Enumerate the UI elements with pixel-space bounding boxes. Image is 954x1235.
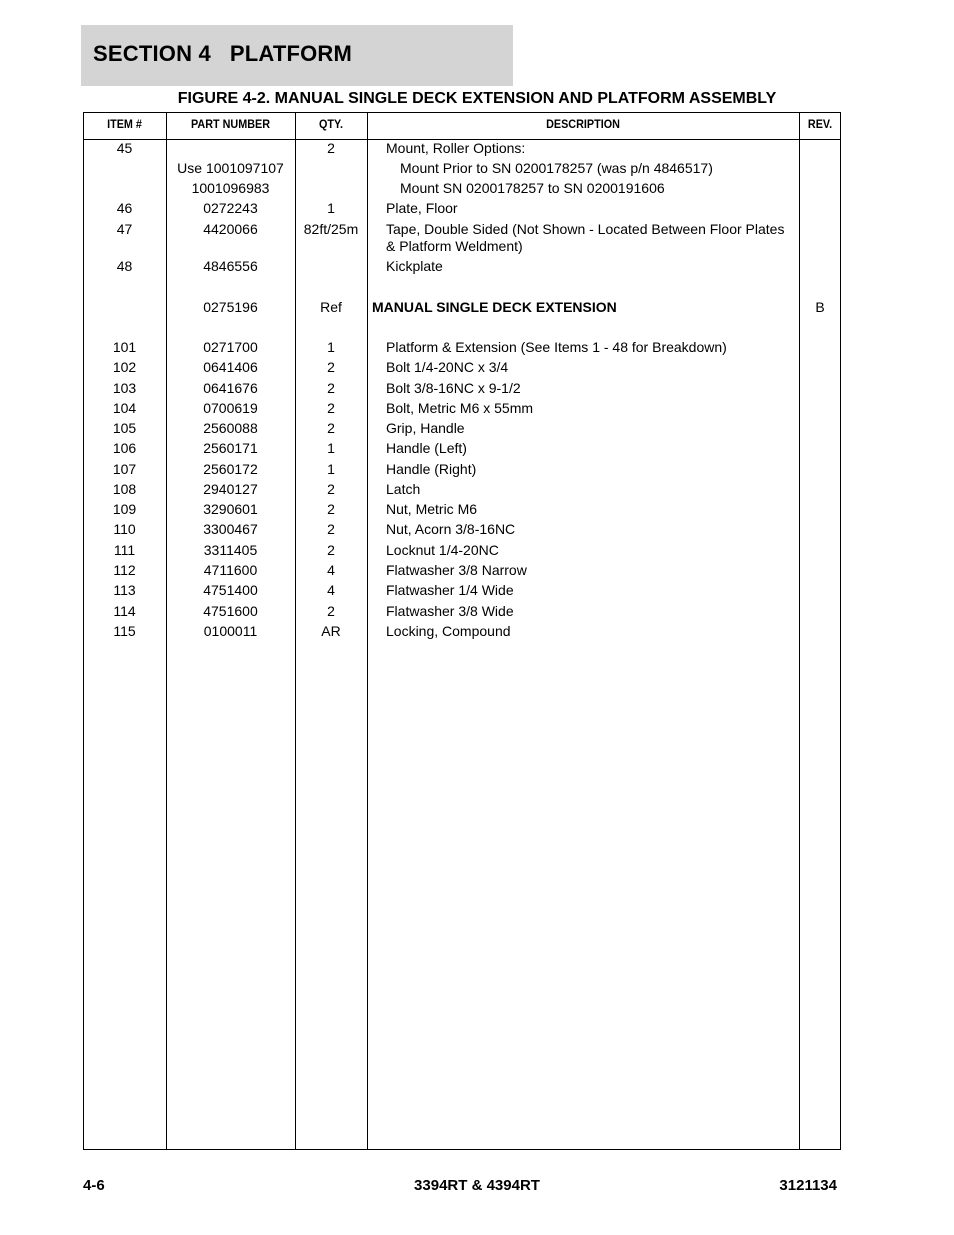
row-item-number: 111 [113,542,136,558]
row-part-number: 0700619 [203,400,258,416]
row-description: Kickplate [386,258,443,274]
row-quantity: 2 [327,359,335,375]
row-quantity: AR [321,623,341,639]
header-description: DESCRIPTION [546,117,620,131]
row-part-number: 2940127 [203,481,258,497]
column-divider [367,112,368,1150]
row-description: MANUAL SINGLE DECK EXTENSION [372,299,617,315]
row-item-number: 104 [112,400,137,416]
row-description: Plate, Floor [386,200,458,216]
section-title: SECTION 4 PLATFORM [93,41,353,66]
row-description: Handle (Left) [386,440,467,456]
row-quantity: 1 [327,339,335,355]
row-part-number: 0100011 [203,623,258,639]
header-part-number: PART NUMBER [190,117,271,131]
row-item-number: 110 [113,521,136,537]
document-number: 3121134 [779,1177,837,1194]
row-quantity: 2 [327,420,335,436]
row-quantity: 2 [327,140,335,156]
header-qty: QTY. [318,117,343,131]
row-part-number: 3300467 [203,521,258,537]
column-divider [799,112,800,1150]
row-quantity: 1 [327,461,335,477]
row-quantity: 2 [327,380,335,396]
row-item-number: 109 [112,501,137,517]
row-quantity: 82ft/25m [303,221,359,237]
row-description: Bolt, Metric M6 x 55mm [386,400,534,416]
row-quantity: 2 [327,481,335,497]
row-quantity: 4 [327,562,335,578]
row-description: Grip, Handle [386,420,465,436]
row-part-number: 2560088 [203,420,258,436]
row-quantity: 2 [327,542,335,558]
row-description: Mount SN 0200178257 to SN 0200191606 [400,180,665,196]
row-item-number: 114 [113,603,136,619]
section-banner [81,25,513,86]
row-item-number: 103 [112,380,137,396]
row-description: Mount, Roller Options: [386,140,526,156]
row-item-number: 105 [112,420,137,436]
row-quantity: 1 [327,200,335,216]
row-description: Bolt 1/4-20NC x 3/4 [386,359,509,375]
row-part-number: 0275196 [203,299,258,315]
row-description: Tape, Double Sided (Not Shown - Located Between Floor Plates & Platform Weldment) [386,221,785,254]
row-revision: B [815,299,825,315]
row-quantity: 2 [327,521,335,537]
row-item-number: 47 [116,221,133,237]
row-description: Flatwasher 3/8 Narrow [386,562,527,578]
row-description: Bolt 3/8-16NC x 9-1/2 [386,380,521,396]
row-quantity: Ref [320,299,342,315]
row-part-number: 4420066 [203,221,258,237]
row-item-number: 113 [113,582,136,598]
row-quantity: 2 [327,501,335,517]
row-quantity: 4 [327,582,335,598]
page-number: 4-6 [83,1177,105,1194]
row-part-number: 2560172 [203,461,258,477]
row-item-number: 107 [112,461,137,477]
row-part-number: 4711600 [203,562,258,578]
row-description: Platform & Extension (See Items 1 - 48 for Breakdown) [386,339,727,355]
row-description: Flatwasher 3/8 Wide [386,603,514,619]
row-item-number: 115 [113,623,136,639]
row-part-number: 3311405 [203,542,258,558]
row-part-number: 2560171 [203,440,258,456]
row-part-number: 0272243 [203,200,258,216]
row-part-number: 4751400 [203,582,258,598]
row-item-number: 102 [112,359,137,375]
row-description: Nut, Metric M6 [386,501,478,517]
row-quantity: 1 [327,440,335,456]
row-description: Nut, Acorn 3/8-16NC [386,521,516,537]
row-part-number: 4846556 [203,258,258,274]
row-part-number: 4751600 [203,603,258,619]
row-description: Latch [386,481,421,497]
row-description: Flatwasher 1/4 Wide [386,582,514,598]
row-part-number: 0641406 [203,359,258,375]
row-item-number: 112 [113,562,136,578]
row-item-number: 48 [116,258,133,274]
row-description: Locknut 1/4-20NC [386,542,499,558]
row-quantity: 2 [327,400,335,416]
row-part-number: 0641676 [203,380,258,396]
row-quantity: 2 [327,603,335,619]
header-rev: REV. [807,117,833,131]
row-item-number: 106 [112,440,137,456]
row-item-number: 46 [116,200,133,216]
header-item: ITEM # [107,117,142,131]
row-part-number: 3290601 [203,501,258,517]
figure-title: FIGURE 4-2. MANUAL SINGLE DECK EXTENSION AND PLATFORM ASSEMBLY [177,90,777,107]
row-item-number: 45 [116,140,133,156]
row-part-number: 1001096983 [191,180,270,196]
row-part-number: Use 1001097107 [177,160,284,176]
row-item-number: 101 [112,339,137,355]
row-item-number: 108 [112,481,137,497]
row-description: Locking, Compound [386,623,511,639]
row-part-number: 0271700 [203,339,258,355]
row-description: Handle (Right) [386,461,477,477]
row-description: Mount Prior to SN 0200178257 (was p/n 4846517) [400,160,713,176]
model-name: 3394RT & 4394RT [414,1177,540,1194]
